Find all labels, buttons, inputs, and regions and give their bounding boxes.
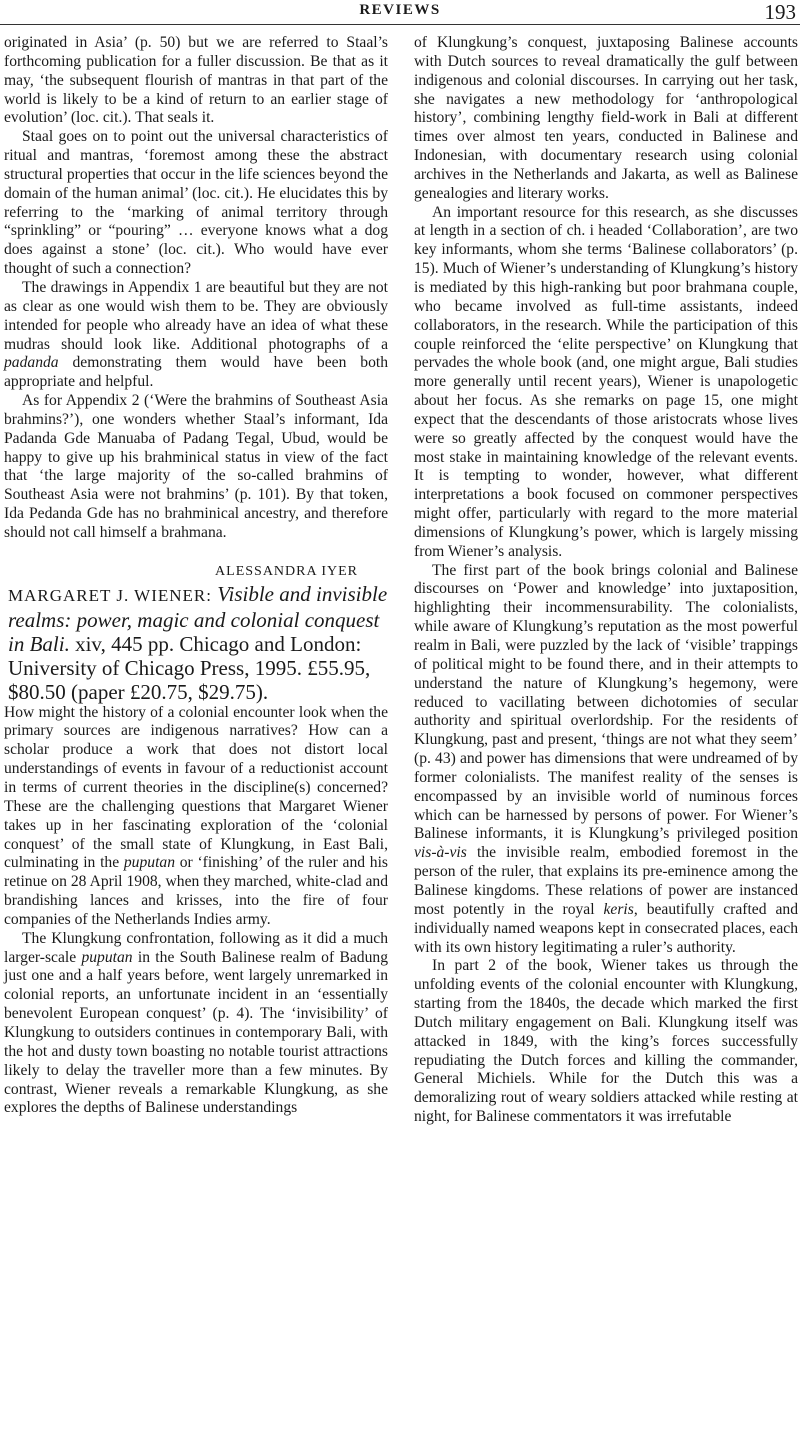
italic-term: puputan [81, 948, 133, 966]
paragraph: of Klungkung’s conquest, juxtaposing Balinese accounts with Dutch sources to reveal dramatically the gulf between indigenous and colonial discourses. In carrying out her task, she navigates a new methodology for ‘anthropological history’, combining lengthy field-work in Bali at different times over almost ten years, conducted in Balinese and Indonesian, with documentary research using colonial archives in the Netherlands and Jakarta, as well as Balinese genealogies and literary works. [414, 34, 798, 202]
italic-term: keris [603, 900, 634, 918]
text: The drawings in Appendix 1 are beautiful but they are not as clear as one would wish them to be. They are obviously intended for people who already have an idea of what these mudras should look like. Additional photographs of a [4, 278, 388, 353]
book-details: xiv, 445 pp. Chicago and London: University of Chicago Press, 1995. £55.95, $80.50 (paper £20.75, $29.75). [8, 631, 371, 704]
paragraph [4, 930, 388, 1118]
paragraph [4, 279, 388, 392]
reviewer-signature: ALESSANDRA IYER [215, 563, 358, 579]
text: in the South Balinese realm of Badung just one and a half years before, went largely unremarked in colonial reports, an unfortunate incident in an ‘essentially benevolent European conquest’ (p. 4). The ‘invisibility’ of Klungkung to outsiders continues in contemporary Bali, with the hot and dusty town boasting no notable tourist attractions likely to delay the traveller more than a few minutes. By contrast, Wiener reveals a remarkable Klungkung, as she explores the depths of Balinese understandings [4, 948, 388, 1117]
paragraph: As for Appendix 2 (‘Were the brahmins of Southeast Asia brahmins?’), one wonders whether Staal’s informant, Ida Padanda Gde Manuaba of Padang Tegal, Ubud, would be happy to give up his brahminical status in view of the fact that ‘the large majority of the so-called brahmins of Southeast Asia were not brahmins’ (p. 101). By that token, Ida Pedanda Gde has no brahminical ancestry, and therefore should not call himself a brahmana. [4, 392, 388, 541]
paragraph: In part 2 of the book, Wiener takes us through the unfolding events of the colonial encounter with Klungkung, starting from the 1840s, the decade which marked the first Dutch military engagement on Bali. Klungkung itself was attacked in 1849, with the king’s forces successfully repudiating the Dutch forces and killing the commander, General Michiels. While for the Dutch this was a demoralizing rout of weary soldiers attacked while resting at night, for Balinese commentators it was irrefutable [414, 957, 798, 1126]
text: How might the history of a colonial encounter look when the primary sources are indigenous narratives? How can a scholar produce a work that does not distort local understandings of events in favour of a reductionist account in terms of current theories in the discipline(s) concerned? These are the challenging questions that Margaret Wiener takes up in her fascinating exploration of the ‘colonial conquest’ of the small state of Klungkung, in East Bali, culminating in the [4, 703, 388, 872]
paragraph [4, 704, 388, 930]
paragraph: Staal goes on to point out the universal characteristics of ritual and mantras, ‘foremost among these the abstract structural properties that occur in the life sciences beyond the domain of the human animal’ (loc. cit.). He elucidates this by referring to the ‘marking of animal territory through “sprinkling” or “pouring” … everyone knows what a dog does against a stone’ (loc. cit.). Who would have ever thought of such a connection? [4, 128, 388, 278]
italic-term: vis-à-vis [414, 844, 467, 862]
paragraph: originated in Asia’ (p. 50) but we are referred to Staal’s forthcoming publication for a fuller discussion. Be that as it may, ‘the subsequent flourish of mantras in that part of the world is likely to be a kind of return to an earlier stage of evolution’ (loc. cit.). That seals it. [4, 34, 388, 127]
book-author: MARGARET J. WIENER: [8, 585, 212, 605]
text: The first part of the book brings colonial and Balinese discourses on ‘Power and knowledge’ into juxtaposition, highlighting their incommensurability. The colonialists, while aware of Klungkung’s reputation as the most powerful realm in Bali, were puzzled by the lack of ‘visible’ trappings of political might to be found there, and in their attempts to understand the nature of Klungkung’s hegemony, were reduced to vacillating between dichotomies of secular authority and spiritual overlordship. For the residents of Klungkung, past and present, ‘things are not what they seem’ (p. 43) and power has dimensions that were undreamed of by former colonialists. The manifest reality of the senses is encompassed by an invisible world of numinous forces which can be harnessed by persons of power. For Wiener’s Balinese informants, it is Klungkung’s privileged position [414, 561, 798, 843]
page-header [0, 0, 800, 25]
page-number: 193 [764, 0, 796, 24]
book-title: Visible and invisible realms: power, magic and colonial conquest in Bali. [8, 581, 388, 656]
right-column [414, 34, 798, 1127]
review-heading [4, 582, 388, 704]
text: the invisible realm, embodied foremost in the person of the ruler, that explains its pre-eminence among the Balinese kingdoms. These relations of power are instanced most potently in the royal [414, 844, 798, 918]
italic-term: puputan [123, 854, 175, 872]
text: or ‘finishing’ of the ruler and his retinue on 28 April 1908, when they marched, white-clad and brandishing lances and krisses, into the fire of four companies of the Netherlands Indies army. [4, 854, 388, 928]
running-head: REVIEWS [359, 2, 441, 18]
paragraph: An important resource for this research, as she discusses at length in a section of ch. i headed ‘Collaboration’, are two key informants, whom she terms ‘Balinese collaborators’ (p. 15). Much of Wiener’s understanding of Klungkung’s history is mediated by this high-ranking but poor brahmana couple, who became involved as full-time assistants, indeed collaborators, in the research. While the participation of this couple reinforced the ‘elite perspective’ on Klungkung that pervades the whole book (and, one might argue, Bali studies more generally until recent years), Wiener is unapologetic about her focus. As she remarks on page 15, one might expect that the descendants of those aristocrats whose lives were so greatly affected by the conquest would have the most stake in maintaining knowledge of the relevant events. It is tempting to wonder, however, what different interpretations a book focused on commoner perspectives might offer, particularly with regard to the more material dimensions of Klungkung’s power, which is largely missing from Wiener’s analysis. [414, 203, 798, 560]
left-column [4, 34, 388, 1118]
text: demonstrating them would have been both appropriate and helpful. [4, 354, 388, 391]
text: , beautifully crafted and individually named weapons kept in consecrated places, each with its own history legitimating a ruler’s authority. [414, 900, 798, 956]
italic-term: padanda [4, 354, 59, 372]
paragraph [414, 562, 798, 958]
text: The Klungkung confrontation, following as it did a much larger-scale [4, 929, 388, 966]
